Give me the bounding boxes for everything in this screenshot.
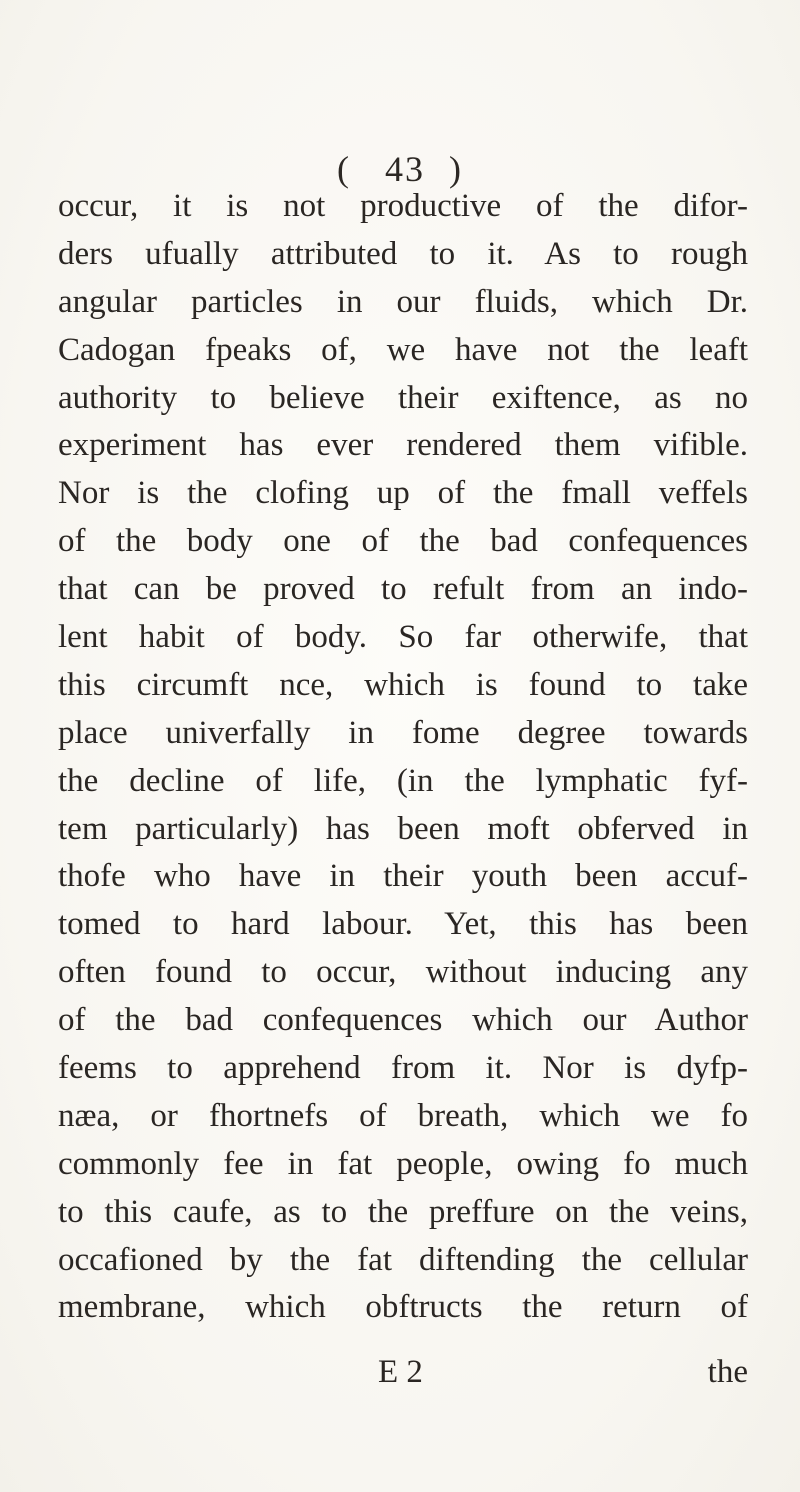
text-line: to this caufe, as to the preffure on the veins, (58, 1193, 748, 1230)
text-line: place univerfally in fome degree towards (58, 714, 748, 751)
header-right-paren: ) (449, 149, 463, 189)
text-line: of the bad confequences which our Author (58, 1002, 748, 1039)
text-line: angular particles in our fluids, which Dr. (58, 283, 748, 320)
text-line: thofe who have in their youth been accuf- (58, 858, 748, 895)
text-line: experiment has ever rendered them vifible. (58, 427, 748, 464)
text-line: ders ufually attributed to it. As to rough (58, 235, 748, 272)
text-line: often found to occur, without inducing any (58, 954, 748, 991)
page-number: 43 (385, 149, 425, 189)
text-line: Cadogan fpeaks of, we have not the leaft (58, 331, 748, 368)
body-text (58, 183, 748, 1332)
text-line: authority to believe their exiftence, as no (58, 379, 748, 416)
page-footer (58, 1348, 748, 1396)
catchword: the (707, 1354, 748, 1390)
text-line: commonly fee in fat people, owing fo much (58, 1145, 748, 1182)
text-line: of the body one of the bad confequences (58, 523, 748, 560)
text-line: lent habit of body. So far otherwife, that (58, 619, 748, 656)
signature-mark: E 2 (378, 1354, 423, 1390)
text-line: occur, it is not productive of the difor- (58, 188, 748, 224)
text-line: næa, or fhortnefs of breath, which we fo (58, 1097, 748, 1134)
text-line: that can be proved to refult from an indo- (58, 571, 748, 608)
text-line: tomed to hard labour. Yet, this has been (58, 906, 748, 943)
text-line: this circumft nce, which is found to take (58, 666, 748, 703)
text-line: the decline of life, (in the lymphatic fyf- (58, 762, 748, 799)
header-left-paren: ( (337, 149, 351, 189)
text-line: feems to apprehend from it. Nor is dyfp- (58, 1050, 748, 1087)
text-line: tem particularly) has been moft obferved in (58, 810, 748, 847)
text-line: membrane, which obftructs the return of (58, 1289, 748, 1326)
text-line: occafioned by the fat diftending the cellular (58, 1241, 748, 1278)
text-line: Nor is the clofing up of the fmall veffels (58, 475, 748, 512)
